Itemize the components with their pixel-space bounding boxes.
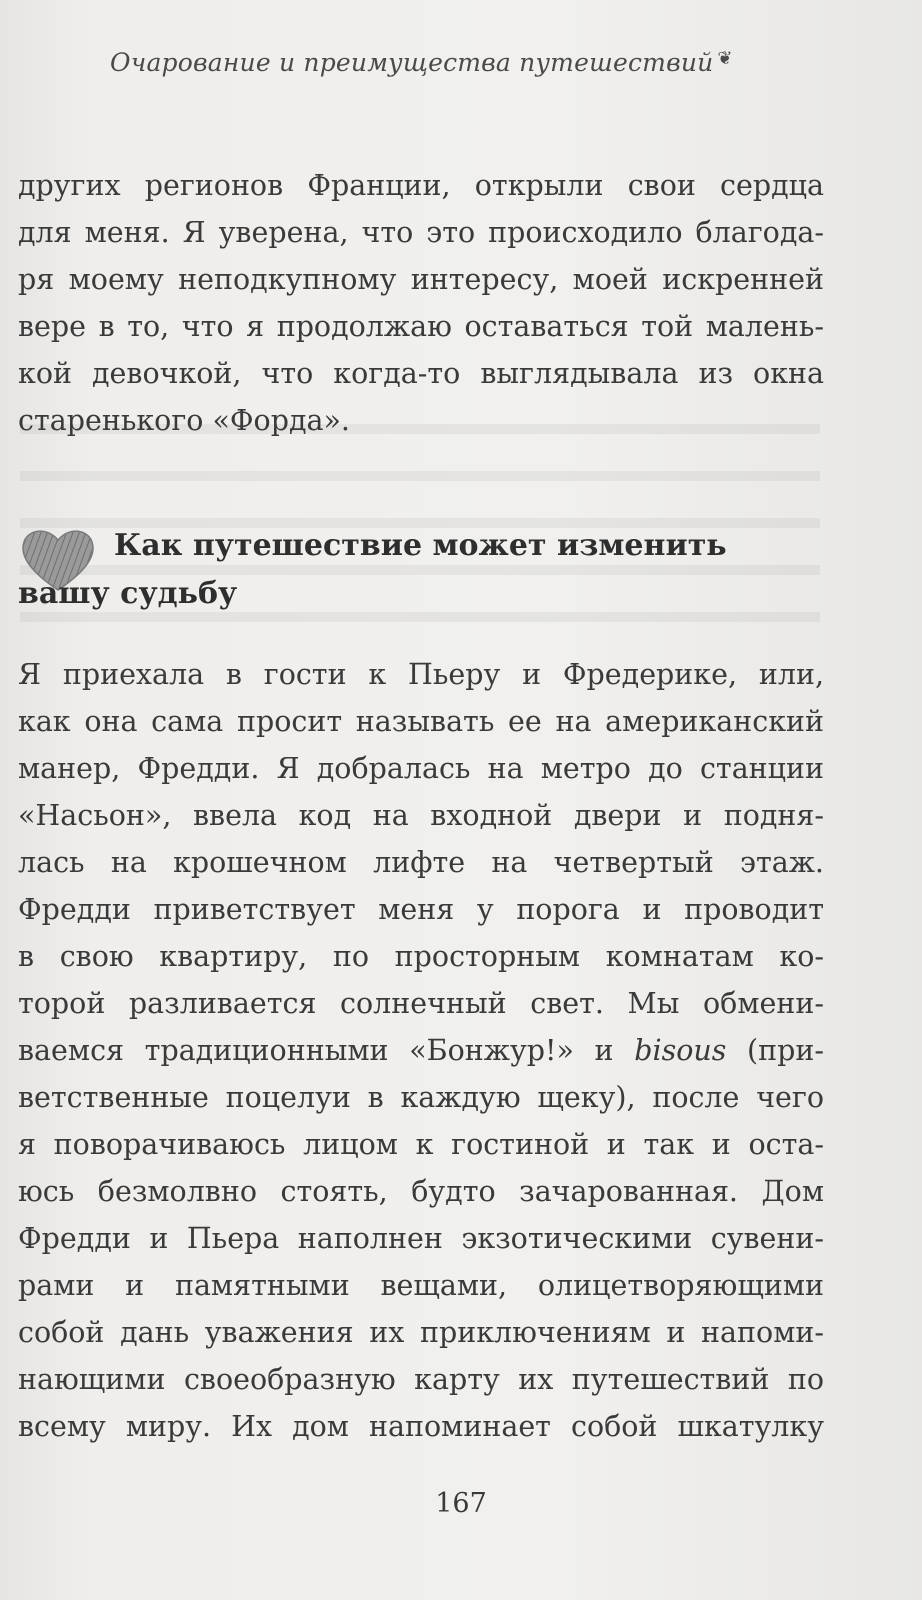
text-line: рами и памятными вещами, олицетворяющими	[18, 1269, 824, 1302]
text-line: других регионов Франции, открыли свои сердца	[18, 169, 824, 202]
text-line: я поворачиваюсь лицом к гостиной и так и оста-	[18, 1128, 824, 1161]
text-line: собой дань уважения их приключениям и напоми-	[18, 1316, 824, 1349]
text-line: лась на крошечном лифте на четвертый этаж.	[18, 846, 824, 879]
text-line: Фредди приветствует меня у порога и проводит	[18, 893, 824, 926]
section-heading	[18, 522, 824, 618]
text-line: «Насьон», ввела код на входной двери и подня-	[18, 799, 824, 832]
text-line: ря моему неподкупному интересу, моей искренней	[18, 263, 824, 296]
text-line: торой разливается солнечный свет. Мы обмени-	[18, 987, 824, 1020]
running-head	[110, 48, 733, 77]
text-line: Фредди и Пьера наполнен экзотическими сувени-	[18, 1222, 824, 1255]
page-number: 167	[435, 1488, 487, 1519]
text-line: как она сама просит называть ее на американский	[18, 705, 824, 738]
text-line: старенького «Форда».	[18, 404, 350, 437]
paragraph-1	[18, 162, 824, 444]
text-line: всему миру. Их дом напоминает собой шкатулку	[18, 1410, 824, 1443]
foreign-word: bisous	[634, 1034, 727, 1067]
text-line: нающими своеобразную карту их путешествий по	[18, 1363, 824, 1396]
running-head-text: Очарование и преимущества путешествий	[110, 48, 714, 77]
text-line: кой девочкой, что когда-то выглядывала из окна	[18, 357, 824, 390]
text-fragment: ваемся традиционными «Бонжур!» и	[18, 1034, 635, 1067]
text-line: юсь безмолвно стоять, будто зачарованная. Дом	[18, 1175, 824, 1208]
text-line: манер, Фредди. Я добралась на метро до станции	[18, 752, 824, 785]
text-fragment: (при-	[726, 1034, 824, 1067]
text-line: Я приехала в гости к Пьеру и Фредерике, или,	[18, 658, 824, 691]
paragraph-2	[18, 651, 824, 1450]
section-heading-line: вашу судьбу	[18, 576, 238, 611]
text-line: для меня. Я уверена, что это происходило благода-	[18, 216, 824, 249]
text-line: ветственные поцелуи в каждую щеку), после чего	[18, 1081, 824, 1114]
text-line: вере в то, что я продолжаю оставаться той малень-	[18, 310, 824, 343]
text-line: в свою квартиру, по просторным комнатам ко-	[18, 940, 824, 973]
text-line-with-foreign-word	[18, 1027, 824, 1074]
section-heading-line: Как путешествие может изменить	[114, 528, 727, 563]
flourish-ornament: ❦	[717, 48, 733, 69]
